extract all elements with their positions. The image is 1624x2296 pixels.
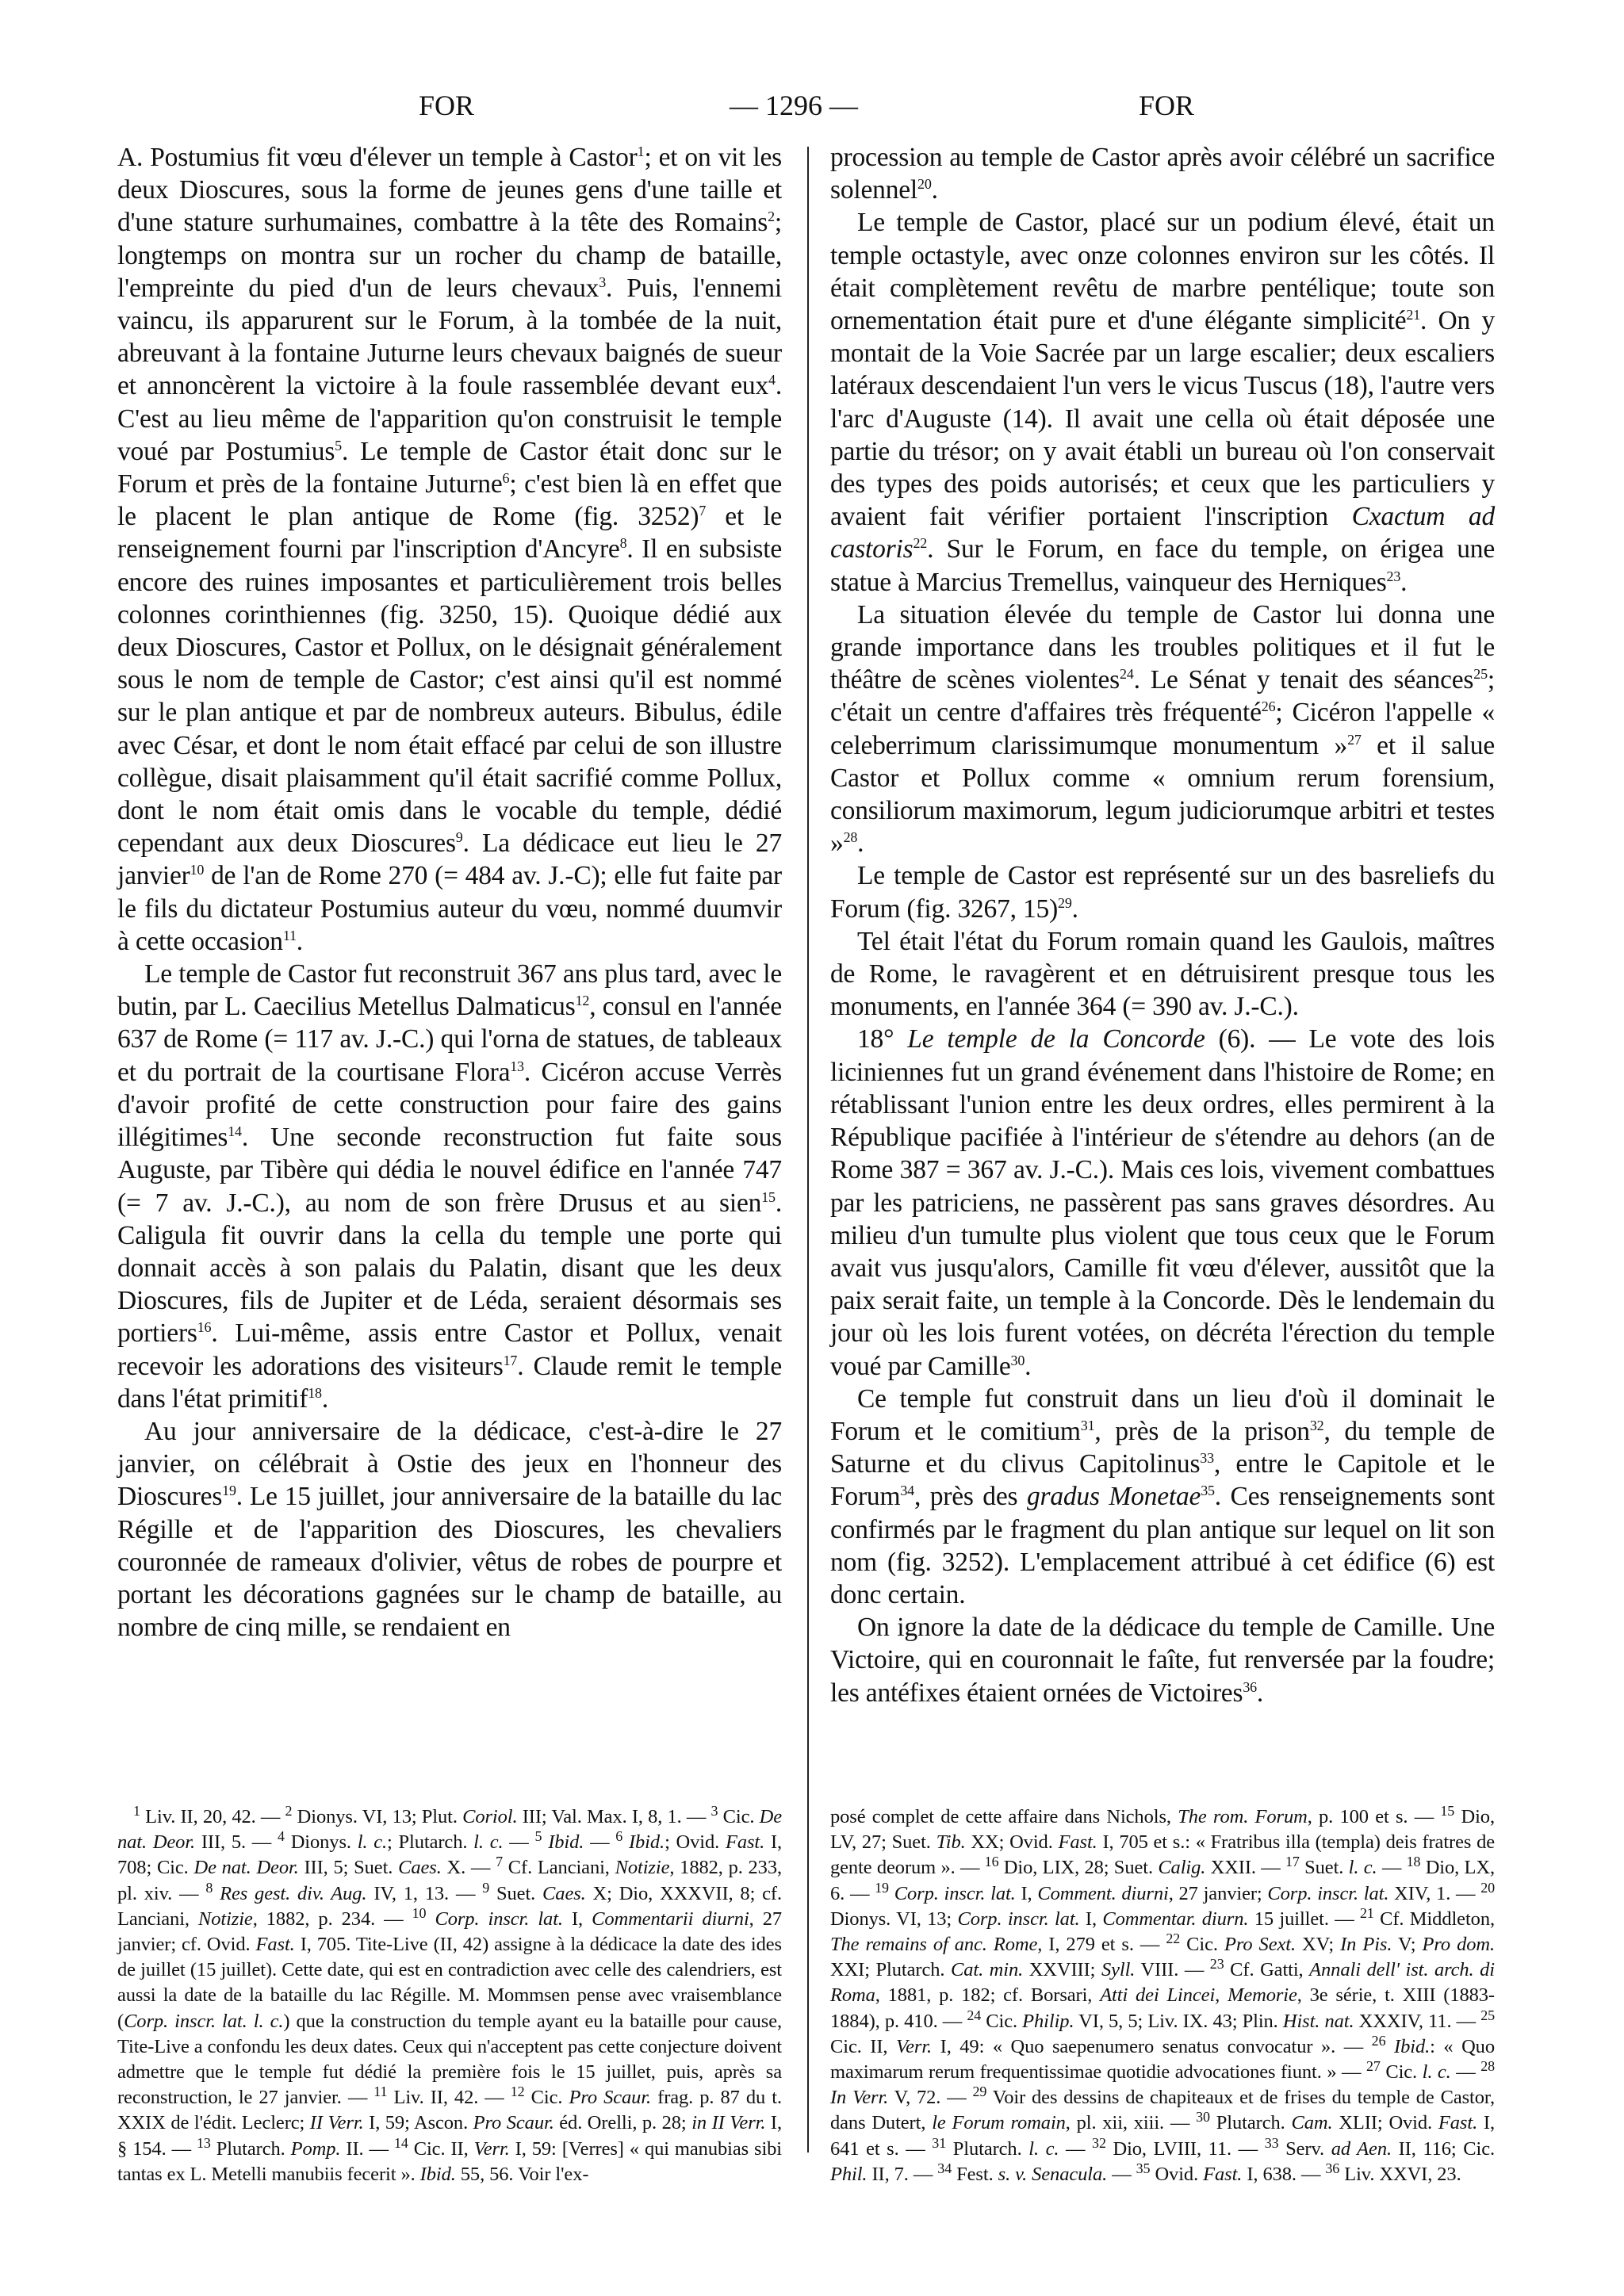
text-run: Cic. [981, 2010, 1023, 2032]
text-run: Cic. [1380, 2061, 1423, 2084]
italic-text: Cam. [1291, 2112, 1333, 2134]
paragraph [830, 1383, 1495, 1611]
text-run: I, 705 et s.: « Fratribus illa (templa) deis fratres de gente deorum ». — [830, 1831, 1496, 1879]
text-run: On ignore la date de la dédicace du temple de Camille. Une Victoire, qui en couronnait le faîte, fut renversée par la foudre; les antéfixes étaient ornées de Victoires [830, 1613, 1495, 1708]
footnote-ref: 34 [937, 2160, 952, 2176]
text-run: . [1025, 1351, 1032, 1381]
text-run: ) que la construction du temple ayant eu la bataille pour cause, Tite-Live a confondu les deux dates. Ceux qui n'acceptent pas cette conjecture doivent admettre que le temple fut dédié la première fois le 15 juillet, puis, après sa reconstruction, le 27 janvier. — [117, 2010, 783, 2109]
footnote-ref: 33 [1200, 1449, 1214, 1466]
text-run: Cf. Gatti, [1224, 1959, 1310, 1981]
text-run: , près de la prison [1094, 1416, 1310, 1446]
footnote-ref: 22 [913, 535, 928, 552]
footnote-ref: 31 [932, 2134, 947, 2151]
footnote-block [117, 1804, 782, 2187]
text-run: IV, 1, 13. — [366, 1882, 483, 1904]
footnote-ref: 6 [502, 469, 510, 486]
text-run: A. Postumius fit vœu d'élever un temple à Castor [117, 143, 638, 172]
left-text-column [117, 141, 782, 1644]
italic-text: Ibid. [548, 1831, 584, 1854]
footnote-ref: 33 [1264, 2134, 1279, 2151]
text-run: et il salue Castor et Pollux comme « omnium rerum forensium, consiliorum maximorum, legum judiciorumque arbitri et testes » [830, 730, 1495, 859]
paragraph [117, 1415, 782, 1644]
footnote-ref: 36 [1243, 1678, 1257, 1695]
footnote-ref: 27 [1365, 2057, 1381, 2074]
footnote-ref: 18 [1406, 1854, 1421, 1870]
paragraph [117, 958, 782, 1415]
footnote-ref: 4 [278, 1828, 285, 1845]
text-run: — [1377, 1857, 1407, 1879]
text-run [426, 1908, 435, 1930]
italic-text: Comment. diurni [1037, 1882, 1169, 1904]
footnote-block [830, 1804, 1495, 2187]
footnote-ref: 5 [335, 437, 342, 453]
text-run: . [931, 175, 938, 205]
text-run: Serv. [1278, 2137, 1331, 2160]
italic-text: Annali dell' ist. arch. di Roma [830, 1959, 1496, 2007]
text-run: III, 5; Suet. [298, 1857, 399, 1879]
footnote-ref: 21 [1359, 1904, 1374, 1921]
text-run: . Le 15 juillet, jour anniversaire de la bataille du lac Régille et de l'apparition des Dioscures, les chevaliers couronnée de rameaux d'olivier, vêtus de robes de pourpre et portant les décorations gagnées sur le champ de bataille, au nombre de cinq mille, se rendaient en [117, 1482, 782, 1643]
text-run: , près des [914, 1482, 1027, 1512]
text-run: I, [1015, 1882, 1038, 1904]
footnote-ref: 35 [1201, 1483, 1215, 1499]
text-run: Dionys. [284, 1831, 358, 1854]
text-run: (6). — Le vote des lois liciniennes fut un grand événement dans l'histoire de Rome; en rétablissant l'union entre les deux ordres, elles permirent à la République pacifiée à l'intérieur de s'étendre au dehors (an de Rome 387 = 367 av. J.-C.). Mais ces lois, vivement combattues par les patriciens, ne passèrent pas sans graves désordres. Au milieu d'un tumulte plus violent que tous ceux que le Forum avait vus jusqu'alors, Camille fit vœu d'élever, aussitôt que la paix serait faite, un temple à la Concorde. Dès le lendemain du jour où les lois furent votées, on décréta l'érection du temple voué par Camille [830, 1024, 1495, 1381]
footnote-ref: 21 [1406, 306, 1421, 323]
footnote-ref: 26 [1261, 698, 1276, 715]
text-run: I, [562, 1908, 592, 1930]
text-run: Ce temple fut construit dans un lieu d'où il dominait le Forum et le comitium [830, 1383, 1495, 1446]
text-run: — [584, 1831, 616, 1854]
text-run: Le temple de Castor est représenté sur un des basreliefs du Forum (fig. 3267, 15) [830, 861, 1495, 924]
text-run: de l'an de Rome 270 (= 484 av. J.-C); elle fut faite par le fils du dictateur Postumius auteur du vœu, nommé duumvir à cette occasion [117, 861, 782, 956]
text-run: XXI; Plutarch. [830, 1959, 951, 1981]
italic-text: Ibid. [1394, 2035, 1431, 2057]
italic-text: Verr. [895, 2035, 933, 2057]
text-run: II, 7. — [867, 2163, 938, 2185]
page-number: — 1296 — [730, 90, 858, 121]
italic-text: Res gest. div. Aug. [220, 1882, 367, 1904]
footnote-ref: 3 [599, 274, 606, 290]
text-run: VI, 5, 5; Liv. IX. 43; Plin. [1074, 2010, 1283, 2032]
text-run: Plutarch. [210, 2137, 291, 2160]
footnote-ref: 27 [1347, 731, 1362, 748]
paragraph [830, 1611, 1495, 1709]
text-run: Dionys. VI, 13; [830, 1908, 958, 1930]
italic-text: De nat. Deor. [193, 1857, 299, 1879]
text-run: XX; Ovid. [965, 1831, 1059, 1854]
footnote-ref: 23 [1209, 1956, 1224, 1973]
text-run: Le temple de Castor, placé sur un podium élevé, était un temple octastyle, avec onze colonnes environ sur les côtés. Il était complètement revêtu de marbre pentélique; toute son ornementation était pure et d'une élégante simplicité [830, 208, 1495, 336]
text-run: Cic. II, [830, 2035, 896, 2057]
footnote-ref: 20 [917, 176, 932, 193]
footnote-ref: 32 [1092, 2134, 1106, 2151]
footnote-ref: 11 [282, 927, 297, 943]
text-run: ; et on vit les deux Dioscures, sous la forme de jeunes gens d'une taille et d'une stature surhumaines, combattre à la tête des Romains [117, 143, 783, 238]
italic-text: Calig. [1158, 1857, 1206, 1879]
italic-text: Corp. inscr. lat. [894, 1882, 1016, 1904]
italic-text: Corp. inscr. lat. [1267, 1882, 1389, 1904]
text-run: Cic. [718, 1806, 760, 1827]
text-run: , 1882, p. 234. — [252, 1908, 412, 1930]
italic-text: Notizie [197, 1908, 253, 1930]
text-run: Dionys. VI, 13; Plut. [292, 1806, 463, 1827]
text-run: Cic. [1180, 1934, 1224, 1956]
footnote-ref: 16 [984, 1854, 999, 1870]
italic-text: le Forum romain [932, 2112, 1066, 2134]
text-run: XXVIII; [1023, 1959, 1101, 1981]
italic-text: Pro Scaur. [569, 2087, 652, 2109]
paragraph [830, 141, 1495, 206]
italic-text: Ibid. [628, 1831, 665, 1854]
text-run: II. — [340, 2137, 394, 2160]
italic-text: Corp. inscr. lat. [957, 1908, 1080, 1930]
text-run: Fest. [952, 2163, 998, 2185]
italic-text: Philip. [1022, 2010, 1074, 2032]
text-run: . Une seconde reconstruction fut faite sous Auguste, par Tibère qui dédia le nouvel édifice en l'année 747 (= 7 av. J.-C.), au nom de son frère Drusus et au sien [117, 1123, 782, 1218]
italic-text: Fast. [725, 1831, 765, 1854]
footnote-ref: 14 [393, 2134, 408, 2151]
text-run: I, 705. Tite-Live (II, 42) assigne à la dédicace la date des ides de juillet (15 juillet). Cette date, qui est en contradiction avec celle des calendriers, est aussi la date de la bataille du lac Régille. M. Mommsen pense avec vraisemblance ( [117, 1934, 782, 2032]
italic-text: Le temple de la Concorde [907, 1024, 1205, 1054]
text-run: . Lui-même, assis entre Castor et Pollux, venait recevoir les adorations des visiteurs [117, 1318, 782, 1381]
italic-text: Commentarii diurni [592, 1908, 749, 1930]
italic-text: l. c. [357, 1831, 388, 1854]
footnote-ref: 24 [1120, 666, 1134, 683]
text-run: XIV, 1. — [1388, 1882, 1481, 1904]
footnote-ref: 14 [228, 1123, 242, 1139]
text-run: Au jour anniversaire de la dédicace, c'est-à-dire le 27 janvier, on célébrait à Ostie des jeux en l'honneur des Dioscures [117, 1416, 782, 1512]
italic-text: l. c. [1028, 2137, 1059, 2160]
text-run: Dio, LIX, 28; Suet. [998, 1857, 1159, 1879]
footnote-ref: 26 [1371, 2032, 1386, 2049]
italic-text: gradus Monetae [1026, 1482, 1201, 1512]
text-run: Dio, LVIII, 11. — [1105, 2137, 1265, 2160]
running-header [0, 89, 1624, 128]
text-run: Cf. Lanciani, [503, 1857, 615, 1879]
footnote-ref: 23 [1386, 568, 1401, 584]
footnote-ref: 9 [482, 1879, 490, 1896]
text-run: , du temple de Saturne et du clivus Capitolinus [830, 1416, 1495, 1479]
footnote-ref: 30 [1196, 2109, 1210, 2126]
italic-text: Pro dom. [1422, 1934, 1496, 1956]
text-run [213, 1883, 220, 1904]
italic-text: Hist. nat. [1282, 2010, 1354, 2032]
text-run: XLII; Ovid. [1332, 2112, 1438, 2134]
left-running-head: FOR [419, 90, 475, 121]
footnote-ref: 31 [1080, 1417, 1095, 1433]
text-run: XXII. — [1205, 1857, 1285, 1879]
text-run: 18° [857, 1024, 908, 1054]
text-run: ; Cicéron l'appelle « celeberrimum clarissimumque monumentum » [830, 698, 1496, 760]
text-run: , entre le Capitole et le Forum [830, 1449, 1495, 1512]
text-run: I, 641 et s. — [830, 2112, 1496, 2160]
text-run: I, 59: [Verres] « qui manubias sibi tantas ex L. Metelli manubiis fecerit ». [117, 2137, 783, 2185]
text-run: X. — [441, 1857, 496, 1879]
footnote-ref: 4 [768, 372, 776, 388]
text-run [622, 1831, 629, 1853]
footnote-ref: 11 [373, 2084, 388, 2100]
footnote-ref: 13 [196, 2134, 211, 2151]
text-run: Cic. II, [408, 2137, 474, 2160]
text-run: , 3e série, t. XIII (1883-1884), p. 410. — [830, 1984, 1495, 2032]
text-run: . [1071, 894, 1078, 924]
text-run: XXXIV, 11. — [1354, 2010, 1481, 2032]
footnote-ref: 34 [900, 1483, 914, 1499]
italic-text: l. c. [1422, 2061, 1451, 2084]
text-run: — [1450, 2061, 1481, 2084]
footnotes-left [117, 1804, 782, 2187]
italic-text: ad Aen. [1331, 2137, 1392, 2160]
text-run: éd. Orelli, p. 28; [553, 2112, 692, 2134]
text-run: . Sur le Forum, en face du temple, on érigea une statue à Marcius Tremellus, vainqueur des Herniques [830, 534, 1495, 597]
footnote-ref: 25 [1473, 666, 1488, 683]
text-run: Liv. II, 42. — [387, 2087, 511, 2109]
text-run: La situation élevée du temple de Castor lui donna une grande importance dans les troubles politiques et il fut le théâtre de scènes violentes [830, 599, 1495, 695]
italic-text: Tib. [936, 1831, 966, 1854]
footnote-ref: 1 [133, 1802, 140, 1819]
italic-text: Fast. [1203, 2163, 1243, 2185]
text-run: , 1882, p. 233, pl. xiv. — [117, 1857, 783, 1904]
text-run: Liv. II, 20, 42. — [140, 1806, 285, 1827]
text-run: . [857, 828, 864, 859]
footnote-ref: 12 [510, 2084, 525, 2100]
text-run: III, 5. — [195, 1831, 278, 1854]
italic-text: l. c. [473, 1831, 504, 1854]
text-run: ; c'était un centre d'affaires très fréquenté [830, 665, 1495, 728]
text-run: — [503, 1831, 535, 1854]
text-run: ; c'est bien là en effet que le placent le plan antique de Rome (fig. 3252) [117, 469, 782, 532]
text-run: — [1107, 2163, 1136, 2185]
text-run: . [1256, 1678, 1264, 1708]
text-run: Le temple de Castor fut reconstruit 367 ans plus tard, avec le butin, par L. Caecilius Metellus Dalmaticus [117, 959, 782, 1022]
footnote-ref: 2 [768, 209, 775, 225]
footnote-ref: 35 [1136, 2160, 1151, 2176]
column-divider [807, 147, 809, 2152]
text-run: . [321, 1383, 328, 1414]
text-run: Plutarch. [946, 2137, 1029, 2160]
italic-text: In Verr. [830, 2087, 889, 2109]
text-run: . Cicéron accuse Verrès d'avoir profité de cette construction pour faire des gains illégitimes [117, 1057, 782, 1153]
text-run: . Claude remit le temple dans l'état primitif [117, 1351, 782, 1414]
italic-text: The rom. Forum [1178, 1806, 1308, 1827]
italic-text: Pomp. [290, 2137, 341, 2160]
italic-text: The remains of anc. Rome [830, 1934, 1038, 1956]
text-run: Tel était l'état du Forum romain quand les Gaulois, maîtres de Rome, le ravagèrent et en détruisirent presque tous les monuments, en l'année 364 (= 390 av. J.-C.). [830, 926, 1495, 1022]
footnote-ref: 9 [455, 829, 463, 846]
footnote-ref: 5 [534, 1828, 542, 1845]
footnote-ref: 29 [1058, 894, 1072, 911]
text-run: I, 638. — [1242, 2163, 1326, 2185]
text-run: Cic. [524, 2087, 569, 2109]
footnote-ref: 32 [1309, 1417, 1324, 1433]
footnote-ref: 17 [1285, 1854, 1300, 1870]
footnote-ref: 10 [412, 1904, 427, 1921]
footnote-ref: 7 [699, 503, 707, 519]
italic-text: Pro Sext. [1224, 1934, 1296, 1956]
right-running-head: FOR [1139, 90, 1195, 121]
footnote-ref: 1 [637, 143, 645, 159]
italic-text: Fast. [1438, 2112, 1478, 2134]
italic-text: Notizie [615, 1857, 670, 1879]
text-run: , 1881, p. 182; cf. Borsari, [875, 1984, 1101, 2007]
footnote-ref: 22 [1166, 1930, 1181, 1946]
paragraph [830, 925, 1495, 1024]
text-run: . La dédicace eut lieu le 27 janvier [117, 828, 782, 891]
footnote-ref: 8 [205, 1879, 213, 1896]
text-run: , consul en l'année 637 de Rome (= 117 av. J.-C.) qui l'orna de statues, de tableaux et du portrait de la courtisane Flora [117, 992, 783, 1087]
text-run: , 27 janvier; [1168, 1882, 1268, 1904]
text-run: . [1400, 567, 1408, 597]
italic-text: Verr. [473, 2137, 510, 2160]
text-run: Cf. Middleton, [1373, 1908, 1495, 1930]
text-run: Voir des dessins de chapiteaux et de frises du temple de Castor, dans Dutert, [830, 2087, 1495, 2134]
text-run: posé complet de cette affaire dans Nichols, [830, 1806, 1178, 1827]
text-run: I, 708; Cic. [117, 1831, 783, 1879]
text-run: I, § 154. — [117, 2112, 783, 2160]
footnote-ref: 6 [615, 1828, 623, 1845]
text-run: — [1059, 2137, 1093, 2160]
text-run: . Puis, l'ennemi vaincu, ils apparurent sur le Forum, à la tombée de la nuit, abreuvant à la fontaine Juturne leurs chevaux baignés de sueur et annoncèrent la victoire à la foule rassemblée devant eux [117, 273, 782, 401]
footnote-ref: 8 [619, 535, 627, 552]
text-run: Liv. XXVI, 23. [1339, 2163, 1461, 2185]
text-run: . C'est au lieu même de l'apparition qu'on construisit le temple voué par Postumius [117, 371, 782, 466]
footnote-ref: 36 [1325, 2160, 1340, 2176]
footnote-ref: 24 [967, 2007, 982, 2023]
italic-text: Caes. [398, 1857, 442, 1879]
paragraph [830, 599, 1495, 860]
text-run: III; Val. Max. I, 8, 1. — [517, 1806, 711, 1827]
italic-text: l. c. [1348, 1857, 1377, 1879]
italic-text: Atti dei Lincei, Memorie [1100, 1984, 1297, 2007]
text-run: frag. p. 87 du t. XXIX de l'édit. Leclerc; [117, 2087, 782, 2134]
paragraph [830, 859, 1495, 924]
footnote-ref: 19 [875, 1879, 889, 1896]
text-run: . Le Sénat y tenait des séances [1133, 665, 1474, 695]
text-run: ; Ovid. [665, 1831, 726, 1854]
text-run: 55, 56. Voir l'ex- [455, 2163, 589, 2185]
footnote-ref: 15 [1440, 1802, 1455, 1819]
footnote-ref: 7 [496, 1854, 504, 1870]
footnote-ref: 28 [843, 829, 858, 846]
text-run: I, 49: « Quo saepenumero senatus convocatur ». — [932, 2035, 1372, 2057]
footnote-ref: 29 [972, 2084, 987, 2100]
italic-text: Cat. min. [950, 1959, 1024, 1981]
text-run: ; Plutarch. [387, 1831, 474, 1854]
text-run: : « Quo maximarum rerum frequentissimae quotidie advocationes fiunt. » — [830, 2035, 1495, 2084]
italic-text: Cxactum ad castoris [830, 502, 1495, 564]
italic-text: Fast. [1058, 1831, 1097, 1854]
footnote-ref: 13 [510, 1058, 524, 1074]
italic-text: Corp. inscr. lat. l. c. [124, 2010, 284, 2032]
footnote-ref: 2 [285, 1802, 293, 1819]
footnote-ref: 18 [308, 1384, 322, 1401]
footnote-ref: 28 [1480, 2057, 1495, 2074]
footnote-ref: 19 [222, 1483, 236, 1499]
text-run: . Le temple de Castor était donc sur le Forum et près de la fontaine Juturne [117, 436, 783, 499]
italic-text: Syll. [1101, 1959, 1136, 1981]
italic-text: Corp. inscr. lat. [435, 1908, 563, 1930]
text-run: 15 juillet. — [1248, 1908, 1360, 1930]
italic-text: De nat. Deor. [117, 1806, 782, 1854]
italic-text: Fast. [255, 1934, 295, 1956]
text-run: VIII. — [1135, 1959, 1210, 1981]
italic-text: Ibid. [419, 2163, 456, 2185]
footnote-ref: 12 [575, 993, 590, 1009]
footnote-ref: 17 [503, 1352, 518, 1368]
text-run: Suet. [489, 1882, 543, 1904]
footnote-ref: 10 [190, 862, 205, 878]
text-run: Ovid. [1150, 2163, 1204, 2185]
footnote-ref: 3 [710, 1802, 718, 1819]
text-run: . [296, 926, 303, 956]
text-run: I, [1079, 1908, 1103, 1930]
italic-text: s. v. Senacula. [998, 2163, 1108, 2185]
text-run: procession au temple de Castor après avoir célébré un sacrifice solennel [830, 143, 1495, 205]
italic-text: Pro Scaur. [473, 2112, 554, 2134]
paragraph [830, 1023, 1495, 1382]
text-run: ; longtemps on montra sur un rocher du champ de bataille, l'empreinte du pied d'un de leurs chevaux [117, 208, 782, 303]
footnote-ref: 30 [1010, 1352, 1025, 1368]
right-text-column [830, 141, 1495, 1709]
italic-text: II Verr. [309, 2112, 364, 2134]
text-run: et le renseignement fourni par l'inscription d'Ancyre [117, 502, 782, 564]
italic-text: Phil. [830, 2163, 868, 2185]
paragraph [117, 141, 782, 958]
footnote-ref: 20 [1480, 1879, 1496, 1896]
text-run [889, 1883, 894, 1904]
italic-text: Coriol. [462, 1806, 518, 1827]
text-run: , 27 janvier; cf. Ovid. [117, 1908, 783, 1956]
text-run: , p. 100 et s. — [1307, 1806, 1441, 1827]
italic-text: Commentar. diurn. [1102, 1908, 1249, 1930]
italic-text: Caes. [542, 1882, 586, 1904]
text-run: , I, 279 et s. — [1037, 1934, 1166, 1956]
text-run [1385, 2036, 1394, 2057]
text-run: I, 59; Ascon. [363, 2112, 473, 2134]
text-run: , pl. xii, xiii. — [1065, 2112, 1197, 2134]
text-run: . Caligula fit ouvrir dans la cella du temple une porte qui donnait accès à son palais du Palatin, disant que les deux Dioscures, fils de Jupiter et de Léda, seraient désormais ses portiers [117, 1188, 782, 1349]
footnote-ref: 25 [1480, 2007, 1496, 2023]
text-run: Plutarch. [1209, 2112, 1292, 2134]
text-run: Dio, LX, 6. — [830, 1857, 1495, 1904]
text-run: XV; [1295, 1934, 1341, 1956]
text-run: Dio, LV, 27; Suet. [830, 1806, 1495, 1854]
text-run: Suet. [1299, 1857, 1349, 1879]
footnote-ref: 15 [761, 1188, 776, 1205]
text-run: II, 116; Cic. [1392, 2137, 1496, 2160]
italic-text: In Pis. [1340, 1934, 1392, 1956]
text-run: V, 72. — [888, 2087, 973, 2109]
italic-text: in II Verr. [691, 2112, 766, 2134]
footnotes-right [830, 1804, 1495, 2187]
text-run: . On y montait de la Voie Sacrée par un large escalier; deux escaliers latéraux descendaient l'un vers le vicus Tuscus (18), l'autre vers l'arc d'Auguste (14). Il avait une cella où était déposée une partie du trésor; on y avait établi un bureau où l'on conservait des types des poids autorisés; et ceux que les particuliers y avaient fait vérifier portaient l'inscription [830, 306, 1496, 532]
text-run: . Il en subsiste encore des ruines imposantes et particulièrement trois belles colonnes corinthiennes (fig. 3250, 15). Quoique dédié aux deux Dioscures, Castor et Pollux, on le désignait généralement sous le nom de temple de Castor; c'est ainsi qu'il est nommé sur le plan antique et par de nombreux auteurs. Bibulus, édile avec César, et dont le nom était effacé par celui de son illustre collègue, disait plaisamment qu'il était sacrifié comme Pollux, dont le nom était omis dans le vocable du temple, dédié cependant aux deux Dioscures [117, 534, 783, 859]
text-run: . Ces renseignements sont confirmés par le fragment du plan antique sur lequel on lit son nom (fig. 3252). L'emplacement attribué à cet édifice (6) est donc certain. [830, 1482, 1495, 1609]
text-run: X; Dio, XXXVII, 8; cf. Lanciani, [117, 1882, 783, 1930]
text-run: V; [1392, 1934, 1423, 1956]
paragraph [830, 206, 1495, 598]
footnote-ref: 16 [197, 1319, 212, 1336]
